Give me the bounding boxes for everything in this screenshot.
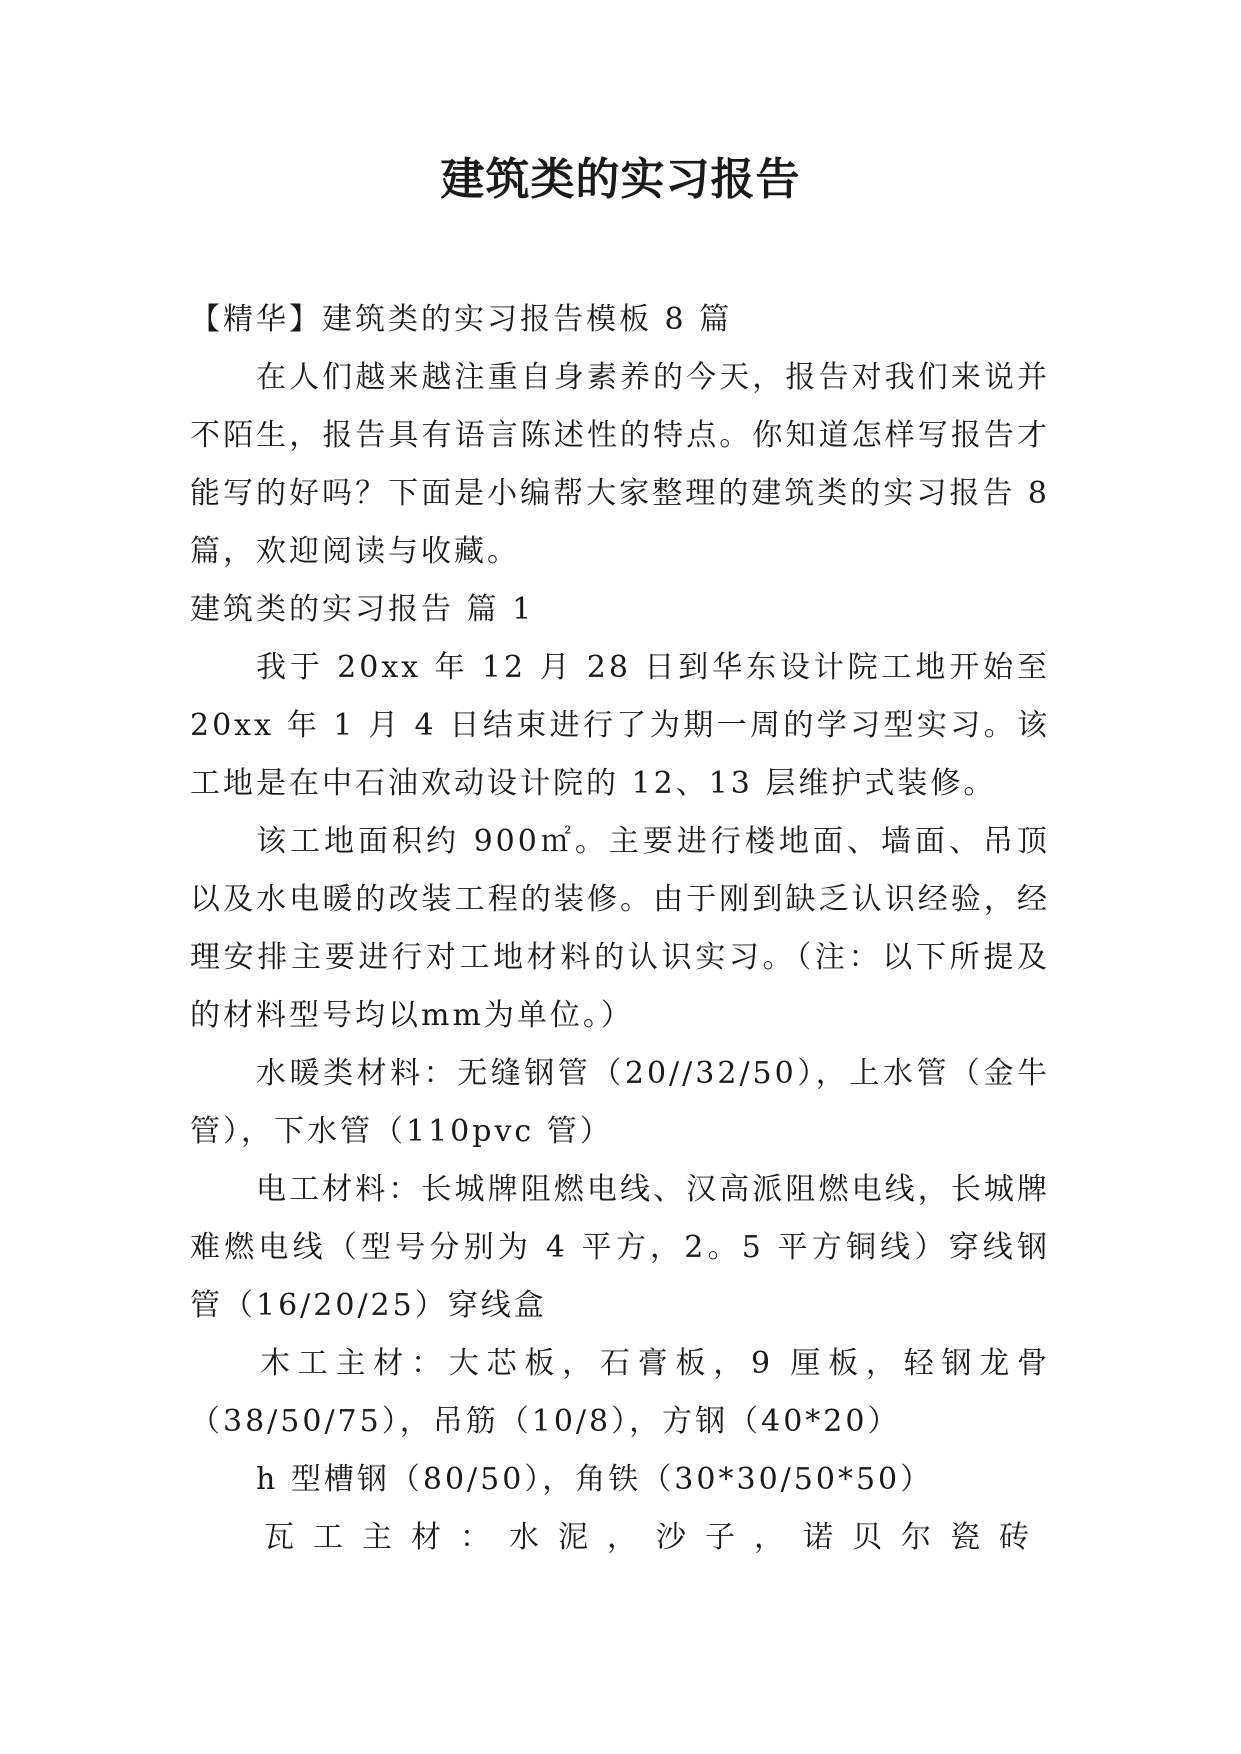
intro-paragraph: 在人们越来越注重自身素养的今天，报告对我们来说并不陌生，报告具有语言陈述性的特点。你知道怎样写报告才能写的好吗？下面是小编帮大家整理的建筑类的实习报告 8 篇，欢迎阅读与收藏。 <box>190 360 1050 569</box>
section-heading: 建筑类的实习报告 篇 1 <box>190 592 535 627</box>
body-paragraph: 木工主材：大芯板，石膏板，9 厘板，轻钢龙骨（38/50/75），吊筋（10/8），方钢（40*20） <box>190 1346 1050 1439</box>
document-title: 建筑类的实习报告 <box>440 154 801 205</box>
document-body <box>190 291 1050 1567</box>
body-paragraph: 水暖类材料：无缝钢管（20//32/50），上水管（金牛管），下水管（110pvc 管） <box>190 1056 1050 1149</box>
body-paragraph: h 型槽钢（80/50），角铁（30*30/50*50） <box>256 1462 934 1497</box>
body-paragraph: 该工地面积约 900㎡。主要进行楼地面、墙面、吊顶以及水电暖的改装工程的装修。由于刚到缺乏认识经验，经理安排主要进行对工地材料的认识实习。（注：以下所提及的材料型号均以mm为单位。） <box>190 824 1050 1033</box>
document-subtitle: 【精华】建筑类的实习报告模板 8 篇 <box>190 302 733 337</box>
body-paragraph: 电工材料：长城牌阻燃电线、汉高派阻燃电线，长城牌难燃电线（型号分别为 4 平方，2。5 平方铜线）穿线钢管（16/20/25）穿线盒 <box>190 1172 1050 1323</box>
body-paragraph: 我于 20xx 年 12 月 28 日到华东设计院工地开始至 20xx 年 1 月 4 日结束进行了为期一周的学习型实习。该工地是在中石油欢动设计院的 12、13 层维护式装修。 <box>190 650 1050 801</box>
body-paragraph: 瓦工主材：水泥，沙子，诺贝尔瓷砖 <box>264 1520 1048 1555</box>
